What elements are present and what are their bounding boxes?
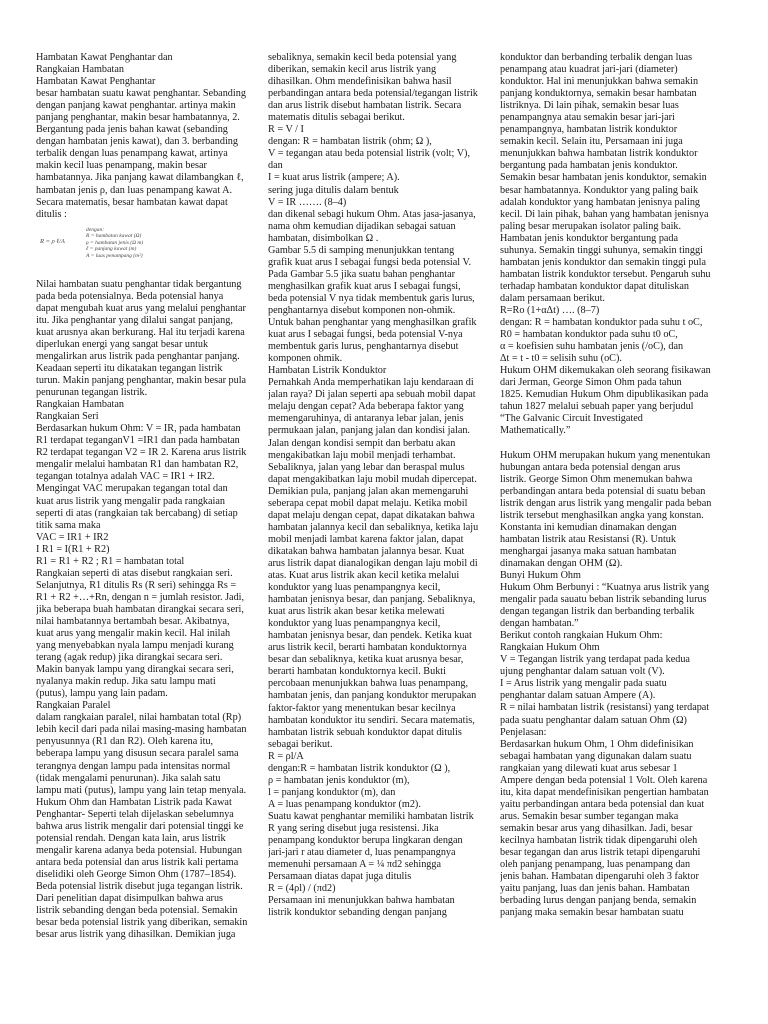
- text-line: konduktor yang luas penampangnya kecil,: [268, 618, 441, 630]
- text-line: R0 = hambatan konduktor pada suhu t0 oC,: [500, 329, 678, 341]
- text-line: Δt = t - t0 = selisih suhu (oC).: [500, 353, 622, 365]
- text-line: lampu mati (putus), lampu yang lain tetap menyala.: [36, 784, 247, 796]
- resistance-formula-figure: [36, 225, 258, 271]
- text-line: R yang sering disebut juga resistensi. Jika: [268, 823, 439, 834]
- text-line: hambatan jalannya kecil dan sebaliknya, ketika laju: [268, 521, 479, 533]
- text-line: terang (agak redup) jika dirangkai secara seri.: [36, 652, 223, 664]
- text-line: lebih kecil dari pada nilai masing-masing hambatan: [36, 724, 247, 736]
- text-line: beda potensial V nya tidak membentuk garis lurus,: [268, 292, 475, 304]
- text-line: grafik kuat arus I sebagai fungsi beda potensial V.: [268, 256, 472, 268]
- text-line: A = luas penampang konduktor (m2).: [268, 798, 421, 810]
- text-line: Untuk bahan penghantar yang menghasilkan grafik: [268, 317, 477, 329]
- formula-definition: A = luas penampang (m²): [86, 252, 143, 259]
- text-line: yaitu panjang, luas dan jenis bahan. Hambatan: [500, 883, 690, 895]
- text-line: Gambar 5.5 di samping menunjukkan tentang: [268, 244, 455, 256]
- text-line: tahun 1827 melalui sebuah paper yang berjudul: [500, 401, 694, 413]
- text-line: komponen ohmik.: [268, 353, 343, 365]
- text-line: pada beda potensialnya. Beda potensial hanya: [36, 290, 224, 302]
- text-line: Nilai hambatan suatu penghantar tidak bergantung: [36, 278, 242, 290]
- text-line: itu, kita dapat mendefinisikan pengertian hambatan: [500, 786, 709, 798]
- text-line: percobaan menunjukkan bahwa luas penampang,: [268, 678, 468, 690]
- text-line: Penghantar- Seperti telah dijelaskan sebelumnya: [36, 808, 234, 820]
- text-line: beberapa lampu yang disusun secara paralel sama: [36, 748, 239, 760]
- text-line: (tidak mengalami penurunan). Jika salah satu: [36, 772, 221, 784]
- text-line: Makin banyak lampu yang dirangkai secara seri,: [36, 664, 234, 676]
- text-line: arus listrik kecil, berarti hambatan konduktornya: [268, 642, 467, 654]
- text-line: listrik konduktor sebanding dengan panjang: [268, 907, 447, 919]
- text-line: Suatu kawat penghantar memiliki hambatan listrik: [268, 810, 474, 822]
- text-line: paling besar merupakan isolator paling baik.: [500, 220, 682, 232]
- text-line: titik sama maka: [36, 519, 101, 531]
- text-line: sebaliknya, semakin kecil beda potensial yang: [268, 52, 457, 63]
- text-line: yaitu perbandingan antara beda potensial dan kuat: [500, 798, 705, 810]
- text-line: suhunya. Semakin tinggi suhunya, semakin tinggi: [500, 244, 703, 256]
- text-line: mengalir melalui hambatan R1 dan hambatan R2,: [36, 459, 239, 471]
- text-line: [500, 438, 722, 450]
- text-line: Demikian pula, panjang jalan akan memengaruhi: [268, 485, 469, 497]
- text-line: Hukum OHM dikemukakan oleh seorang fisikawan: [500, 365, 711, 377]
- formula-definition: dengan:: [86, 226, 105, 233]
- text-line: listrik dengan arus listrik yang mengalir pada beban: [500, 497, 712, 509]
- text-line: panjang penghantar, makin besar hambatannya, 2.: [36, 112, 240, 124]
- text-line: makin kecil luas penampang, makin besar: [36, 160, 207, 172]
- text-line: adalah konduktor yang hambatan jenisnya paling: [500, 196, 701, 208]
- text-line: Rangkaian Paralel: [36, 700, 111, 712]
- text-line: panjang maka semakin besar hambatan suatu: [500, 907, 684, 919]
- text-line: Dari penelitian dapat disimpulkan bahwa arus: [36, 893, 223, 905]
- text-line: dengan panjang kawat penghantar. artinya makin: [36, 100, 236, 112]
- text-line: sering juga ditulis dalam bentuk: [268, 184, 399, 196]
- text-line: matematis ditulis sebagai berikut.: [268, 112, 405, 124]
- text-line: besar tegangan dan arus listrik tetapi dipengaruhi: [500, 847, 701, 859]
- text-line: “The Galvanic Circuit Investigated: [500, 413, 643, 425]
- text-line: Rangkaian seperti di atas disebut rangkaian seri.: [36, 567, 233, 579]
- text-line: dinamakan dengan OHM (Ω).: [500, 557, 623, 569]
- text-line: penampangnya, hambatan listrik konduktor: [500, 124, 678, 136]
- text-line: menunjukkan bahwa hambatan listrik konduktor: [500, 148, 698, 160]
- text-line: jenis bahan. Hambatan dipengaruhi oleh 3 faktor: [500, 871, 699, 883]
- text-line: Pernahkah Anda memperhatikan laju kendaraan di: [268, 377, 474, 389]
- text-line: l = panjang konduktor (m), dan: [268, 786, 396, 798]
- text-line: V = Tegangan listrik yang terdapat pada kedua: [500, 654, 690, 666]
- text-line: besar arus listrik yang dihasilkan. Demikian juga: [36, 929, 236, 941]
- text-line: hambatan jenisnya besar, dan panjang. Sebaliknya,: [268, 594, 476, 606]
- text-line: pada suatu penghantar dalam satuan Ohm (Ω): [500, 714, 687, 726]
- text-line: seperti di atas (rangkaian tak bercabang) di setiap: [36, 507, 238, 519]
- text-line: hambatannya. Jika panjang kawat dilambangkan ℓ,: [36, 172, 244, 184]
- text-line: dengan: R = hambatan listrik (ohm; Ω ),: [268, 136, 432, 148]
- text-line: hambatan jenis, dan panjang konduktor merupakan: [268, 690, 477, 702]
- text-line: kuat arus listrik akan besar ketika melewati: [268, 606, 445, 618]
- text-line: 1825. Kemudian Hukum Ohm dipublikasikan pada: [500, 389, 709, 401]
- text-line: jalan raya? Di jalan seperti apa sebuah mobil dapat: [268, 389, 476, 401]
- text-line: oleh panjang penampang, luas penampang dan: [500, 859, 691, 871]
- text-line: ditulis :: [36, 208, 67, 220]
- text-line: menghargai jasanya maka satuan hambatan: [500, 545, 677, 557]
- text-line: Sebaliknya, jalan yang lebar dan beraspal mulus: [268, 461, 465, 473]
- text-line: dengan: R = hambatan konduktor pada suhu t oC,: [500, 317, 703, 329]
- text-line: dengan tegangan listrik dan berbanding terbalik: [500, 606, 695, 618]
- text-line: penyusunnya (R1 dan R2). Oleh karena itu,: [36, 736, 214, 748]
- text-line: R1 + R2 +…+Rn, dengan n = jumlah resistor. Jadi,: [36, 591, 245, 603]
- text-line: penampangnya atau semakin besar jari-jari: [500, 112, 675, 124]
- text-line: bergantung pada hambatan jenis konduktor.: [500, 160, 678, 172]
- text-line: faktor-faktor yang menentukan besar kecilnya: [268, 702, 456, 714]
- text-line: Rangkaian Seri: [36, 411, 99, 423]
- text-line: nyalanya makin redup. Jika satu lampu mati: [36, 676, 216, 688]
- text-line: arus. Semakin besar sumber tegangan maka: [500, 810, 679, 822]
- text-column-middle: [268, 52, 490, 919]
- text-line: Berikut contoh rangkaian Hukum Ohm:: [500, 630, 663, 642]
- text-line: dalam rangkaian paralel, nilai hambatan total (Rp): [36, 712, 242, 724]
- text-line: kuat arus I sebagai fungsi, beda potensial V-nya: [268, 329, 463, 341]
- text-line: seberapa cepat mobil dapat melaju. Ketika mobil: [268, 497, 468, 509]
- text-line: besar hambatannya. Konduktor yang paling baik: [500, 184, 699, 196]
- text-line: Persamaan diatas dapat juga ditulis: [268, 871, 412, 883]
- text-line: kuat arus listrik yang mengalir pada rangkaian: [36, 495, 225, 507]
- text-line: hambatan jenisnya besar, dan pendek. Ketika kuat: [268, 630, 472, 642]
- text-line: terbalik dengan luas penampang kawat, artinya: [36, 148, 228, 160]
- formula-definition: R = hambatan kawat (Ω): [86, 233, 142, 240]
- text-line: Rangkaian Hambatan: [36, 399, 124, 411]
- text-line: hambatan, disimbolkan Ω .: [268, 232, 379, 244]
- text-line: Bergantung pada jenis bahan kawat (sebanding: [36, 124, 228, 136]
- text-line: konduktor yang luas penampangnya kecil,: [268, 582, 441, 594]
- text-line: Hukum OHM merupakan hukum yang menentukan: [500, 449, 711, 461]
- text-line: α = koefisien suhu hambatan jenis (/oC), dan: [500, 341, 684, 353]
- text-line: besar beda potensial listrik yang diberikan, semakin: [36, 917, 248, 929]
- text-line: mengalir karena adanya beda potensial. Hubungan: [36, 844, 242, 856]
- text-line: mengakibatkan laju mobil menjadi terhambat.: [268, 449, 456, 461]
- text-line: itu. Jika penghantar yang dilalui sangat panjang,: [36, 314, 233, 326]
- text-line: Secara matematis, besar hambatan kawat dapat: [36, 196, 228, 208]
- text-line: dengan:R = hambatan listrik konduktor (Ω ),: [268, 762, 451, 774]
- text-line: dari Jerman, George Simon Ohm pada tahun: [500, 377, 682, 389]
- text-line: kecilnya hambatan listrik tidak dipengaruhi oleh: [500, 835, 698, 846]
- text-line: Keadaan seperti itu dikatakan tegangan listrik: [36, 362, 223, 374]
- text-line: hambatan konduktor itu sendiri. Secara matematis,: [268, 714, 475, 726]
- text-line: dikatakan bahwa hambatan jalannya besar. Kuat: [268, 545, 465, 557]
- text-line: rangkaian yang dilewati kuat arus sebesar 1: [500, 762, 678, 774]
- text-line: semakin besar arus yang dihasilkan. Jadi, besar: [500, 822, 693, 834]
- text-line: diperlukan energi yang sangat besar untuk: [36, 338, 209, 350]
- text-line: Hambatan Kawat Penghantar dan: [36, 52, 173, 63]
- text-line: nilai hambatannya bertambah besar. Akibatnya,: [36, 615, 230, 627]
- text-line: berarti hambatan konduktornya kecil. Bukti: [268, 666, 446, 678]
- text-line: hambatan jenis konduktor dan semakin tinggi pula: [500, 256, 706, 268]
- text-line: bahwa arus listrik mengalir dari potensial tinggi ke: [36, 820, 244, 832]
- text-line: melaju dengan cepat? Ada beberapa faktor yang: [268, 401, 464, 413]
- text-line: dalam persamaan berikut.: [500, 292, 605, 304]
- text-line: V = tegangan atau beda potensial listrik (volt; V),: [268, 148, 470, 160]
- text-line: ρ = hambatan jenis konduktor (m),: [268, 774, 410, 786]
- text-line: R1 terdapat teganganV1 =IR1 dan pada hambatan: [36, 435, 240, 447]
- text-line: jika beberapa buah hambatan dirangkai secara seri,: [36, 603, 244, 615]
- text-line: mengalirkan arus listrik pada penghantar panjang.: [36, 350, 240, 362]
- text-line: penghantar dalam satuan Ampere (A).: [500, 690, 656, 702]
- text-line: diselidiki oleh George Simon Ohm (1787–1854).: [36, 868, 237, 880]
- text-line: dengan hambatan jenis kawat), dan 3. berbanding: [36, 136, 238, 148]
- text-line: sebagai berikut.: [268, 738, 333, 750]
- text-line: R = V / I: [268, 124, 304, 136]
- text-line: R2 terdapat tegangan V2 = IR 2. Karena arus listrik: [36, 447, 247, 459]
- text-line: jari-jari r atau diameter d, luas penampangnya: [268, 847, 456, 859]
- text-line: Penjelasan:: [500, 726, 547, 738]
- text-line: dapat melaju dengan cepat, dapat dikatakan bahwa: [268, 509, 475, 521]
- text-line: panjang konduktornya, semakin besar hambatan: [500, 88, 697, 100]
- text-line: penurunan tegangan listrik.: [36, 387, 148, 399]
- text-line: Berdasarkan hukum Ohm, 1 Ohm didefinisikan: [500, 738, 694, 750]
- text-line: dan arus listrik disebut hambatan listrik. Secara: [268, 100, 462, 112]
- text-line: dihasilkan. Ohm mendefinisikan bahwa hasil: [268, 76, 452, 88]
- text-line: dengan hambatan.”: [500, 618, 579, 630]
- formula-lhs: R = ρ ℓ/A: [40, 237, 65, 245]
- text-line: Mengingat VAC merupakan tegangan total dan: [36, 483, 228, 495]
- text-line: listrik tersebut menghasilkan angka yang konstan.: [500, 509, 704, 521]
- text-line: konduktor. Hal ini menunjukkan bahwa semakin: [500, 76, 699, 88]
- text-line: penampang konduktor berupa lingkaran dengan: [268, 835, 463, 847]
- text-line: yang menyebabkan nyala lampu menjadi kurang: [36, 640, 234, 652]
- text-line: dan: [268, 160, 283, 172]
- text-line: Persamaan ini menunjukkan bahwa hambatan: [268, 895, 455, 907]
- text-line: Hambatan Kawat Penghantar: [36, 76, 156, 88]
- text-line: I R1 = I(R1 + R2): [36, 543, 110, 555]
- text-line: antara beda potensial dan arus listrik kali pertama: [36, 856, 239, 868]
- text-column-left: [36, 52, 258, 941]
- text-line: semakin kecil. Selain itu, Persamaan ini juga: [500, 136, 683, 148]
- text-line: R = (4ρl) / (πd2): [268, 883, 336, 895]
- text-line: turun. Makin panjang penghantar, makin besar pula: [36, 375, 247, 387]
- text-line: hambatan listrik atau Resistansi (R). Untuk: [500, 533, 676, 545]
- text-line: sebagai hambatan yang digunakan dalam suatu: [500, 750, 692, 762]
- text-line: perbandingan antara beda potensial/tegangan listrik: [268, 88, 478, 100]
- text-line: I = kuat arus listrik (ampere; A).: [268, 172, 400, 184]
- text-line: tegangan totalnya adalah VAC = IR1 + IR2.: [36, 471, 215, 483]
- text-line: memenuhi persamaan A = ¼ πd2 sehingga: [268, 859, 442, 871]
- text-line: atas. Kuat arus listrik akan kecil ketika melalui: [268, 570, 460, 582]
- text-line: konduktor dan berbanding terbalik dengan luas: [500, 52, 693, 63]
- text-line: dan dikenal sebagi hukum Ohm. Atas jasa-jasanya,: [268, 208, 476, 220]
- text-line: Hukum Ohm dan Hambatan Listrik pada Kawat: [36, 796, 232, 808]
- text-line: R=Ro (1+αΔt) …. (8–7): [500, 304, 600, 316]
- text-line: R1 = R1 + R2 ; R1 = hambatan total: [36, 555, 185, 567]
- text-line: penghantarnya disebut komponen non-ohmik.: [268, 304, 456, 316]
- text-line: hambatan listrik sebuah konduktor dapat ditulis: [268, 726, 462, 738]
- text-line: potensial rendah. Dengan kata lain, arus listrik: [36, 832, 226, 844]
- text-line: Hambatan Listrik Konduktor: [268, 365, 387, 377]
- text-line: berbading lurus dengan panjang benda, semakin: [500, 895, 697, 907]
- formula-definitions: [86, 227, 143, 260]
- text-column-right: [500, 52, 722, 919]
- text-line: Konstanta ini kemudian dinamakan dengan: [500, 521, 677, 533]
- formula-definition: ρ = hambatan jenis (Ω m): [86, 239, 144, 246]
- text-line: mobil menjadi lambat karena faktor jalan, dapat: [268, 533, 464, 545]
- text-line: Beda potensial listrik disebut juga tegangan listrik.: [36, 881, 243, 892]
- text-line: memengaruhinya, di antaranya lebar jalan, jenis: [268, 413, 464, 425]
- text-line: kuat arus yang mengalir makin kecil. Hal inilah: [36, 628, 231, 640]
- text-line: Rangkaian Hukum Ohm: [500, 642, 600, 654]
- text-line: Jalan dengan kondisi sempit dan berbatu akan: [268, 437, 456, 449]
- text-line: penampang atau kuadrat jari-jari (diameter): [500, 64, 678, 76]
- text-line: permukaan jalan, panjang jalan dan kondisi jalan.: [268, 425, 470, 437]
- text-line: mengalir pada sauatu beban listrik sebanding lurus: [500, 594, 707, 606]
- text-line: listrik. George Simon Ohm menemukan bahwa: [500, 473, 693, 485]
- text-line: Mathematically.”: [500, 425, 571, 437]
- text-line: hubungan antara beda potensial dengan arus: [500, 461, 681, 473]
- text-line: diberikan, semakin kecil arus listrik yang: [268, 64, 437, 76]
- text-line: R = ρl/A: [268, 750, 304, 762]
- text-line: Semakin besar hambatan jenis konduktor, semakin: [500, 172, 707, 184]
- text-line: hambatan jenis ρ, dan luas penampang kawat A.: [36, 184, 233, 196]
- text-line: terhadap hambatan konduktor dapat dituliskan: [500, 280, 689, 292]
- text-line: terangnya dengan lampu pada intensitas normal: [36, 760, 231, 772]
- text-line: Pada Gambar 5.5 jika suatu bahan penghantar: [268, 268, 455, 280]
- text-line: Rangkaian Hambatan: [36, 64, 124, 76]
- text-line: I = Arus listrik yang mengalir pada suatu: [500, 678, 667, 690]
- text-line: listriknya. Di lain pihak, semakin besar luas: [500, 100, 679, 112]
- text-line: besar hambatan suatu kawat penghantar. Sebanding: [36, 88, 246, 100]
- text-line: Hambatan jenis konduktor bergantung pada: [500, 232, 679, 244]
- text-line: dapat mengakibatkan laju mobil mudah dipercepat.: [268, 473, 477, 485]
- text-line: ujung penghantar dalam satuan volt (V).: [500, 666, 665, 678]
- text-line: nama ohm kemudian dijadikan sebagai satuan: [268, 220, 456, 232]
- text-line: membentuk garis lurus, penghantarnya disebut: [268, 341, 459, 353]
- text-line: perbandingan antara beda potensial di suatu beban: [500, 485, 706, 497]
- text-line: Berdasarkan hukum Ohm: V = IR, pada hambatan: [36, 423, 241, 435]
- text-line: dapat mengubah kuat arus yang melalui penghantar: [36, 302, 246, 314]
- text-line: menghasilkan grafik kuat arus I sebagai fungsi,: [268, 280, 461, 292]
- text-line: arus listrik dapat dianalogikan dengan laju mobil di: [268, 557, 478, 569]
- text-line: besar dan sebaliknya, ketika kuat arusnya besar,: [268, 654, 464, 666]
- text-line: Bunyi Hukum Ohm: [500, 569, 581, 581]
- text-line: hambatan listrik konduktor tersebut. Pengaruh suhu: [500, 268, 711, 280]
- text-line: Hukum Ohm Berbunyi : “Kuatnya arus listrik yang: [500, 582, 710, 594]
- text-line: V = IR ……. (8–4): [268, 196, 347, 208]
- text-line: kecil. Di lain pihak, bahan yang hambatan jenisnya: [500, 208, 709, 220]
- text-line: listrik sebanding dengan beda potensial. Semakin: [36, 905, 238, 917]
- text-line: VAC = IR1 + IR2: [36, 531, 109, 543]
- text-line: R = nilai hambatan listrik (resistansi) yang terdapat: [500, 702, 710, 714]
- text-line: Selanjutnya, R1 ditulis Rs (R seri) sehingga Rs =: [36, 579, 237, 591]
- text-line: Ampere dengan beda potensial 1 Volt. Oleh karena: [500, 774, 708, 786]
- text-line: kuat arusnya akan berkurang. Hal itu terjadi karena: [36, 326, 245, 338]
- text-line: (putus), lampu yang lain padam.: [36, 688, 168, 700]
- formula-definition: ℓ = panjang kawat (m): [86, 246, 137, 253]
